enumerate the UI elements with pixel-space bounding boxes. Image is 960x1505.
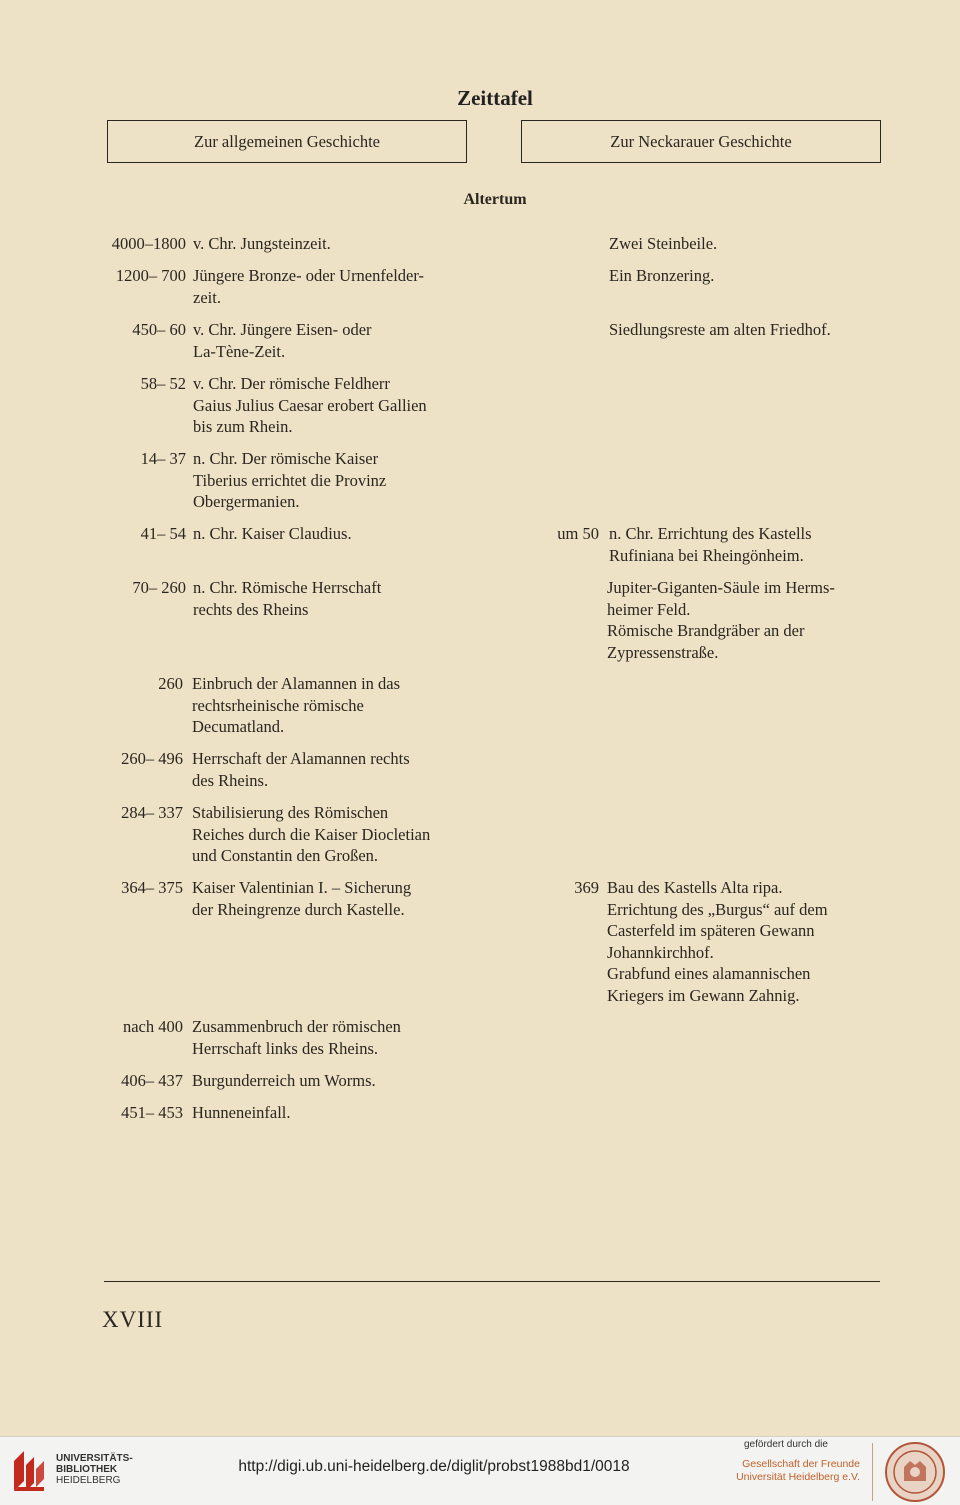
- neckarau-event-line: n. Chr. Errichtung des Kastells: [609, 524, 812, 543]
- general-year: 58– 52: [140, 374, 186, 393]
- general-event-line: Obergermanien.: [193, 492, 300, 511]
- neckarau-event-line: Grabfund eines alamannischen: [607, 964, 811, 983]
- general-event: [193, 265, 483, 308]
- neckarau-event: [609, 233, 899, 255]
- general-event-line: Gaius Julius Caesar erobert Gallien: [193, 395, 427, 415]
- neckarau-event-line: Johannkirchhof.: [607, 942, 714, 962]
- general-event: [193, 448, 483, 513]
- general-event-line: Reiches durch die Kaiser Diocletian: [192, 824, 431, 844]
- general-event-line: und Constantin den Großen.: [192, 846, 379, 865]
- general-year: 450– 60: [132, 320, 186, 339]
- neckarau-event: [609, 523, 899, 566]
- general-event-line: v. Chr. Der römische Feldherr: [193, 374, 390, 393]
- footer-rule: [104, 1281, 880, 1282]
- library-name-line-2: BIBLIOTHEK: [56, 1464, 118, 1475]
- neckarau-year: um 50: [557, 524, 599, 543]
- column-header-neckarau-history: Zur Neckarauer Geschichte: [521, 120, 881, 163]
- general-event: [192, 673, 482, 738]
- general-event: [193, 233, 483, 255]
- general-event-line: v. Chr. Jüngere Eisen- oder: [193, 320, 372, 339]
- general-event-line: rechts des Rheins: [193, 599, 309, 619]
- general-event-line: des Rheins.: [192, 770, 269, 790]
- page-title: Zeittafel: [457, 86, 533, 110]
- general-event-line: v. Chr. Jungsteinzeit.: [193, 234, 331, 253]
- general-year: nach 400: [122, 1017, 183, 1036]
- general-year: 260– 496: [121, 749, 183, 768]
- general-event: [192, 1070, 482, 1092]
- general-event-line: Herrschaft links des Rheins.: [192, 1038, 379, 1058]
- footer-divider: [872, 1443, 873, 1501]
- general-event: [192, 802, 482, 867]
- neckarau-event: [607, 877, 897, 1006]
- general-event-line: La-Tène-Zeit.: [193, 341, 286, 361]
- document-url-link[interactable]: http://digi.ub.uni-heidelberg.de/diglit/probst1988bd1/0018: [238, 1458, 630, 1475]
- general-year: 260: [158, 674, 183, 693]
- general-event-line: der Rheingrenze durch Kastelle.: [192, 899, 405, 919]
- neckarau-event-line: Errichtung des „Burgus“ auf dem: [607, 899, 828, 919]
- general-event-line: Jüngere Bronze- oder Urnenfelder-: [193, 266, 425, 285]
- neckarau-event-line: Zwei Steinbeile.: [609, 234, 718, 253]
- general-event-line: Zusammenbruch der römischen: [192, 1017, 401, 1036]
- general-event: [193, 523, 483, 545]
- general-event: [193, 319, 483, 362]
- general-year: 284– 337: [121, 803, 183, 822]
- general-year: 406– 437: [121, 1071, 183, 1090]
- neckarau-event-line: Zypressenstraße.: [607, 642, 719, 662]
- general-year: 4000–1800: [111, 234, 186, 253]
- general-event-line: Herrschaft der Alamannen rechts: [192, 749, 410, 768]
- society-name-link[interactable]: [730, 1458, 860, 1484]
- neckarau-event: [609, 319, 899, 341]
- general-event-line: Hunneneinfall.: [192, 1103, 291, 1122]
- general-year: 1200– 700: [115, 266, 186, 285]
- general-event-line: n. Chr. Der römische Kaiser: [193, 449, 379, 468]
- neckarau-event-line: Kriegers im Gewann Zahnig.: [607, 985, 800, 1005]
- general-event: [193, 577, 483, 620]
- general-event-line: rechtsrheinische römische: [192, 695, 364, 715]
- neckarau-event: [607, 577, 897, 663]
- neckarau-event-line: Jupiter-Giganten-Säule im Herms-: [607, 578, 835, 597]
- general-event: [193, 373, 483, 438]
- general-event-line: Stabilisierung des Römischen: [192, 803, 389, 822]
- general-event: [192, 1016, 482, 1059]
- general-event-line: n. Chr. Römische Herrschaft: [193, 578, 382, 597]
- general-year: 70– 260: [132, 578, 186, 597]
- neckarau-event-line: heimer Feld.: [607, 599, 691, 619]
- library-name-line-1: UNIVERSITÄTS-: [56, 1453, 133, 1464]
- general-event-line: zeit.: [193, 287, 221, 307]
- general-year: 364– 375: [121, 878, 183, 897]
- society-name-line-1: Gesellschaft der Freunde: [742, 1458, 860, 1470]
- funded-by-label: gefördert durch die: [744, 1439, 828, 1450]
- page-number: XVIII: [102, 1307, 164, 1332]
- neckarau-event-line: Römische Brandgräber an der: [607, 621, 805, 640]
- general-event-line: Kaiser Valentinian I. – Sicherung: [192, 878, 412, 897]
- general-event-line: Decumatland.: [192, 717, 285, 736]
- general-event-line: Burgunderreich um Worms.: [192, 1071, 376, 1090]
- neckarau-event: [609, 265, 899, 287]
- general-year: 14– 37: [140, 449, 186, 468]
- neckarau-event-line: Rufiniana bei Rheingönheim.: [609, 545, 804, 565]
- general-event: [192, 877, 482, 920]
- university-seal-icon[interactable]: [884, 1441, 946, 1503]
- neckarau-event-line: Siedlungsreste am alten Friedhof.: [609, 320, 831, 339]
- section-heading: Altertum: [463, 191, 527, 208]
- neckarau-event-line: Ein Bronzering.: [609, 266, 715, 285]
- general-event-line: Einbruch der Alamannen in das: [192, 674, 401, 693]
- column-header-general-history: Zur allgemeinen Geschichte: [107, 120, 467, 163]
- neckarau-event-line: Casterfeld im späteren Gewann: [607, 921, 815, 940]
- general-event: [192, 1102, 482, 1124]
- society-name-line-2: Universität Heidelberg e.V.: [736, 1471, 860, 1483]
- general-year: 451– 453: [121, 1103, 183, 1122]
- general-year: 41– 54: [140, 524, 186, 543]
- library-name-line-3: HEIDELBERG: [56, 1475, 121, 1486]
- viewer-footer: [0, 1436, 960, 1505]
- neckarau-event-line: Bau des Kastells Alta ripa.: [607, 878, 783, 897]
- general-event-line: Tiberius errichtet die Provinz: [193, 470, 387, 490]
- general-event-line: bis zum Rhein.: [193, 417, 293, 436]
- neckarau-year: 369: [574, 878, 599, 897]
- general-event: [192, 748, 482, 791]
- general-event-line: n. Chr. Kaiser Claudius.: [193, 524, 352, 543]
